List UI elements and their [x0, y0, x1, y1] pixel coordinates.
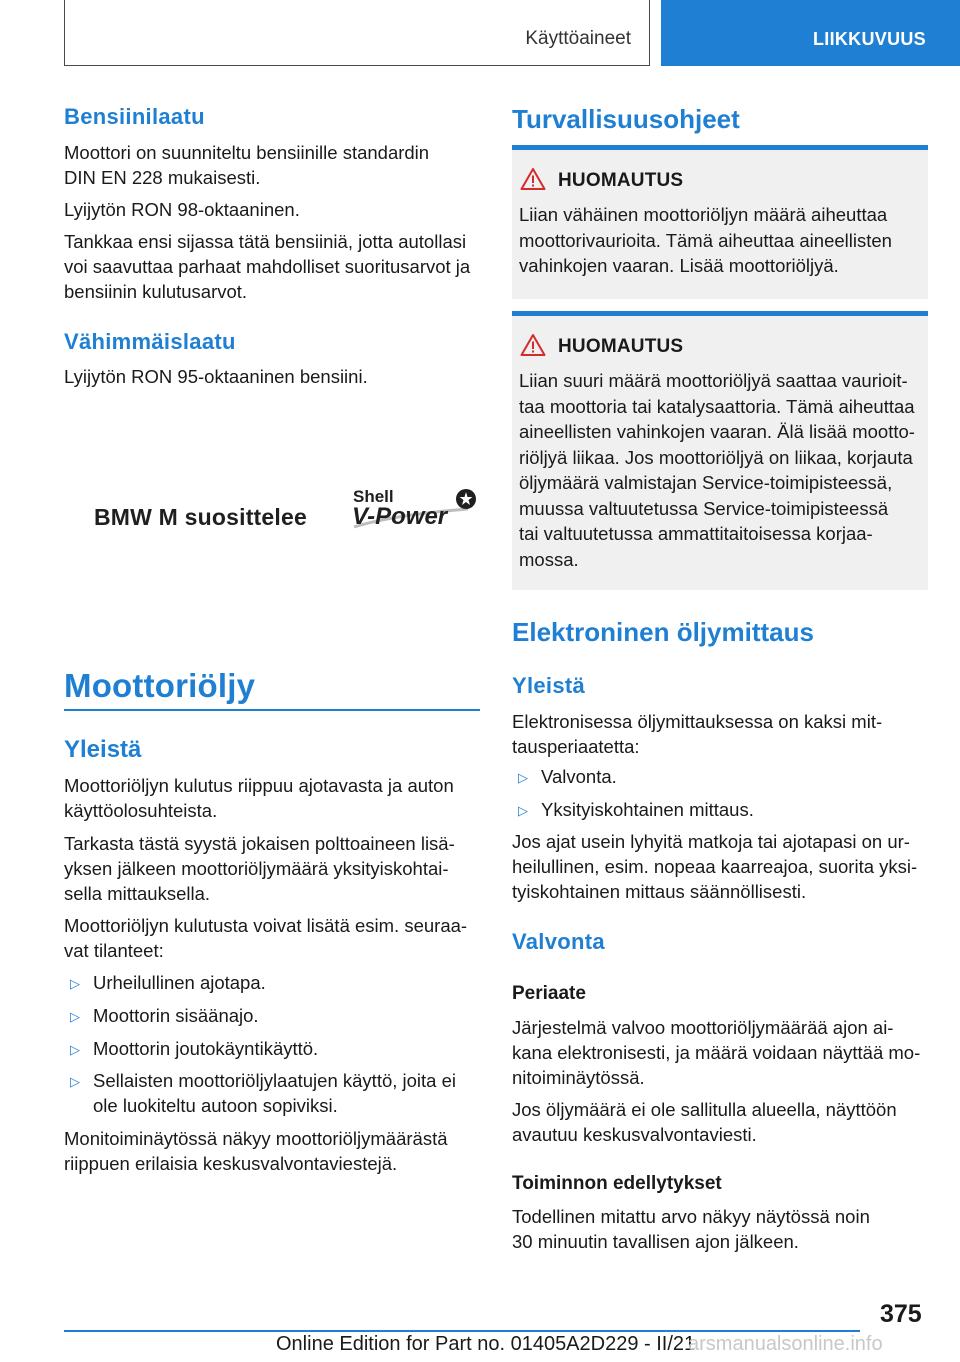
general-text-line: Moottoriöljyn kulutusta voivat lisätä esim. seuraa- [64, 915, 468, 936]
general-text-line: Moottoriöljyn kulutus riippuu ajotavasta ja auton [64, 775, 454, 796]
safety-heading: Turvallisuusohjeet [512, 104, 740, 134]
electronic-oil-measurement-heading: Elektroninen öljymittaus [512, 617, 814, 647]
general-heading: Yleistä [64, 736, 142, 763]
warning-triangle-icon [520, 167, 546, 191]
principle-heading: Periaate [512, 983, 586, 1004]
vpower-logo-text: V-Power [352, 503, 448, 530]
fuel-quality-text-line: Moottori on suunniteltu bensiinille standardin [64, 142, 430, 163]
warning-box [512, 145, 928, 299]
warning-title: HUOMAUTUS [558, 336, 684, 357]
principle-text-line: kana elektronisesti, ja määrä voidaan näyttää mo- [512, 1042, 921, 1063]
triangle-bullet-icon: ▷ [70, 1074, 80, 1089]
requirements-text-line: Todellinen mitattu arvo näkyy näytössä noin [512, 1206, 870, 1227]
electronic-text-line: tausperiaatetta: [512, 736, 640, 757]
triangle-bullet-icon: ▷ [70, 1009, 80, 1024]
bmw-m-recommends-logo-text: BMW M suosittelee [94, 504, 307, 530]
general-text-line: riippuen erilaisia keskusvalvontaviestejä. [64, 1153, 398, 1174]
warning-title: HUOMAUTUS [558, 170, 684, 191]
watermark-text: arsmanualsonline.info [688, 1333, 883, 1355]
general-text-line: käyttöolosuhteista. [64, 800, 218, 821]
min-quality-text-line: Lyijytön RON 95-oktaaninen bensiini. [64, 366, 368, 387]
shell-emblem-icon [455, 488, 477, 510]
general-text-line: Tarkasta tästä syystä jokaisen polttoaineen lisä- [64, 833, 455, 854]
header-section-title: Käyttöaineet [525, 28, 631, 49]
triangle-bullet-icon: ▷ [70, 976, 80, 991]
triangle-bullet-icon: ▷ [70, 1042, 80, 1057]
header-section-tab [64, 0, 650, 66]
general-text-line: yksen jälkeen moottoriöljymäärä yksityiskohtai- [64, 858, 449, 879]
fuel-quality-text-line: Tankkaa ensi sijassa tätä bensiiniä, jotta autollasi [64, 231, 467, 252]
requirements-text-line: 30 minuutin tavallisen ajon jälkeen. [512, 1231, 799, 1252]
page-number: 375 [880, 1300, 922, 1328]
electronic-general-heading: Yleistä [512, 673, 586, 698]
heading-divider [64, 709, 480, 711]
fuel-quality-text-line: bensiinin kulutusarvot. [64, 281, 248, 302]
principle-text-line: nitoiminäytössä. [512, 1067, 645, 1088]
monitoring-heading: Valvonta [512, 929, 605, 954]
header-chapter-title: LIIKKUVUUS [812, 29, 926, 49]
requirements-heading: Toiminnon edellytykset [512, 1173, 722, 1194]
footer-divider [64, 1330, 860, 1332]
electronic-text-line: tyiskohtainen mittaus säännöllisesti. [512, 881, 807, 902]
triangle-bullet-icon: ▷ [518, 803, 528, 818]
engine-oil-heading: Moottoriöljy [64, 667, 256, 704]
fuel-quality-heading: Bensiinilaatu [64, 104, 205, 129]
edition-text: Online Edition for Part no. 01405A2D229 - II/21 [276, 1333, 696, 1355]
electronic-text-line: Jos ajat usein lyhyitä matkoja tai ajotapasi on ur- [512, 831, 910, 852]
principle-text-line: Jos öljymäärä ei ole sallitulla alueella, näyttöön [512, 1099, 897, 1120]
header-chapter-tab [661, 0, 960, 66]
fuel-quality-text-line: voi saavuttaa parhaat mahdolliset suoritusarvot ja [64, 256, 471, 277]
electronic-text-line: Elektronisessa öljymittauksessa on kaksi mit- [512, 711, 883, 732]
general-text-line: vat tilanteet: [64, 940, 164, 961]
warning-text: Liian vähäinen moottoriöljyn määrä aiheuttaa moottorivaurioita. Tämä aiheuttaa aineellisten vahinkojen vaaran. Lisää moottoriöljyä. [519, 204, 892, 276]
warning-box [512, 311, 928, 590]
min-quality-heading: Vähimmäislaatu [64, 329, 236, 354]
principle-text-line: Järjestelmä valvoo moottoriöljymäärää ajon ai- [512, 1017, 894, 1038]
triangle-bullet-icon: ▷ [518, 770, 528, 785]
fuel-quality-text-line: DIN EN 228 mukaisesti. [64, 167, 261, 188]
general-text-line: sella mittauksella. [64, 883, 211, 904]
warning-triangle-icon [520, 333, 546, 357]
shell-logo-text: Shell [353, 487, 394, 506]
warning-text: Liian suuri määrä moottoriöljyä saattaa vaurioit- taa moottoria tai katalysaattoria. Tämä aiheuttaa aineellisten vahinkojen vaaran. Älä lisää mootto- riöljyä liikaa. Jos moottoriöljyä on liikaa, korjauta öljymäärä valmistajan Service-toimipisteessä, muussa valtuutetussa Service-toimipisteessä tai valtuutetussa ammattitaitoisessa korjaa- mossa. [519, 370, 915, 570]
fuel-quality-text-line: Lyijytön RON 98-oktaaninen. [64, 199, 300, 220]
principle-text-line: avautuu keskusvalvontaviesti. [512, 1124, 757, 1145]
electronic-text-line: heilullinen, esim. nopeaa kaarreajoa, suorita yksi- [512, 856, 918, 877]
general-text-line: Monitoiminäytössä näkyy moottoriöljymäärästä [64, 1128, 448, 1149]
